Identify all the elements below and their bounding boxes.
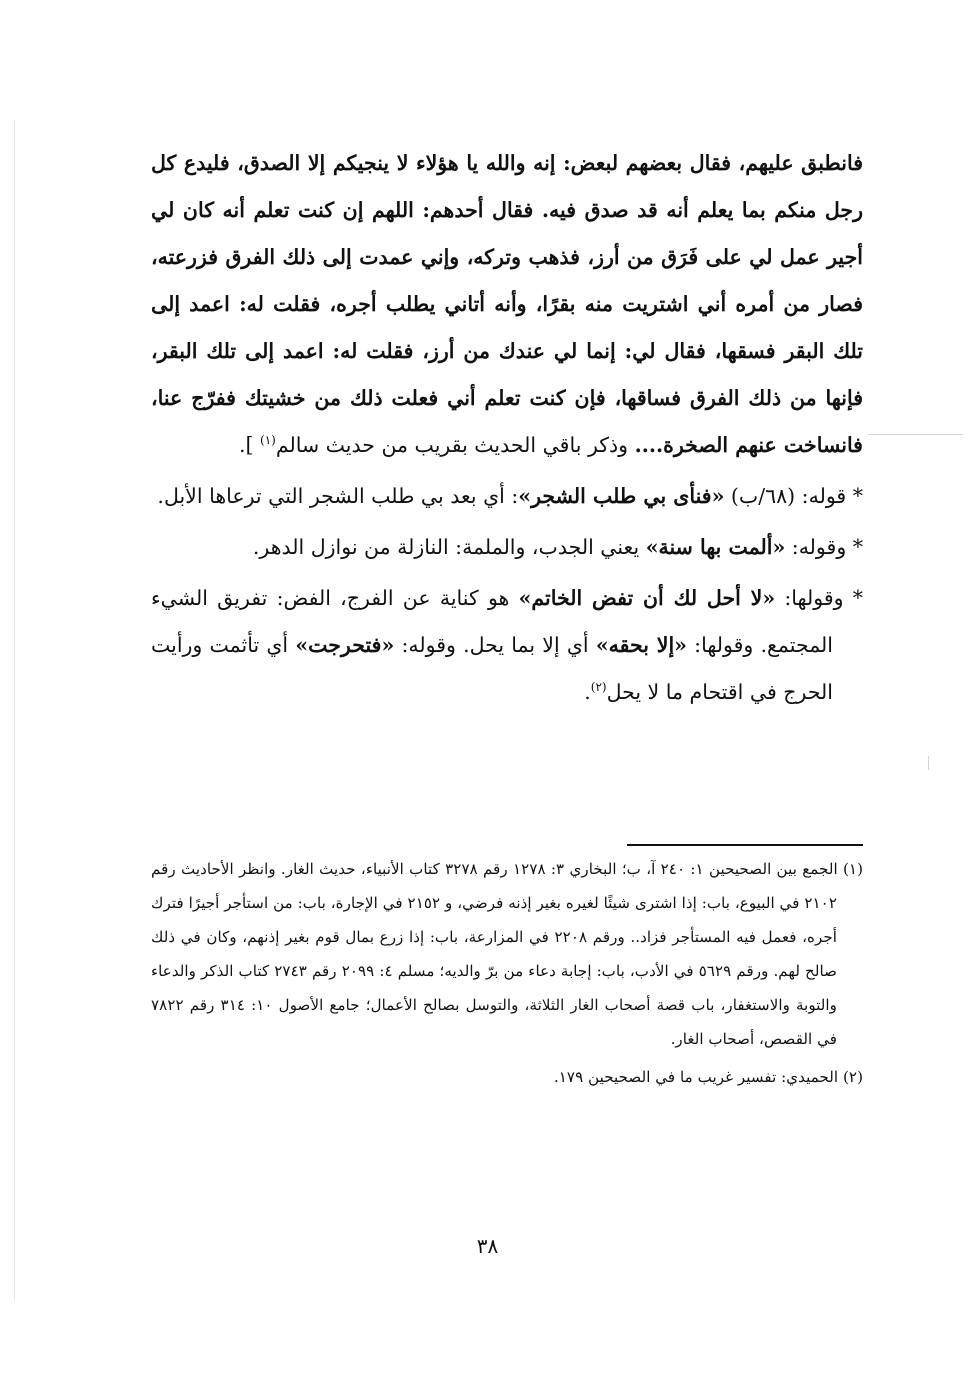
- gloss-text: أي إلا بما يحل. وقوله:: [394, 633, 596, 657]
- scan-edge-line: [14, 120, 15, 1300]
- footnotes: [151, 852, 863, 1094]
- gloss-quote: «لا أحل لك أن تفض الخاتم»: [518, 586, 776, 610]
- closing-bracket: ].: [238, 433, 261, 457]
- bullet-star: *: [843, 586, 863, 610]
- scan-stray-line: [868, 434, 963, 435]
- footnote-separator: [627, 844, 863, 846]
- gloss-quote: «إلا بحقه»: [595, 633, 687, 657]
- hadith-text: فانطبق عليهم، فقال بعضهم لبعض: إنه والله يا هؤلاء لا ينجيكم إلا الصدق، فليدع كل رجل منكم بما يعلم أنه قد صدق فيه. فقال أحدهم: اللهم إن كنت تعلم أنه كان لي أجير عمل لي على فَرَق من أرز، فذهب وتركه، وإني عمدت إلى ذلك الفرق فزرعته، فصار من أمره أني اشتريت منه بقرًا، وأنه أتاني يطلب أجره، فقلت له: اعمد إلى تلك البقر فسقها، فقال لي: إنما لي عندك من أرز، فقلت له: اعمد إلى تلك البقر، فإنها من ذلك الفرق فساقها، فإن كنت تعلم أني فعلت ذلك من خشيتك ففرّج عنا، فانساخت عنهم الصخرة....: [151, 151, 863, 457]
- main-text: [151, 140, 863, 716]
- commentary-text: وذكر باقي الحديث بقريب من حديث سالم: [275, 433, 635, 457]
- gloss-quote: «فتحرجت»: [295, 633, 395, 657]
- gloss-paragraph-3: [151, 575, 863, 716]
- page-number: ٣٨: [476, 1234, 499, 1258]
- gloss-text: : أي بعد بي طلب الشجر التي ترعاها الأبل.: [157, 484, 519, 508]
- scan-stray-tick: [928, 756, 929, 770]
- gloss-paragraph-1: [151, 473, 863, 520]
- bullet-star: *: [846, 484, 863, 508]
- gloss-quote: «ألمت بها سنة»: [645, 535, 786, 559]
- footnote-1: (١) الجمع بين الصحيحين ١: ٢٤٠ آ، ب؛ البخاري ٣: ١٢٧٨ رقم ٣٢٧٨ كتاب الأنبياء، حديث الغار. وانظر الأحاديث رقم ٢١٠٢ في البيوع، باب: إذا اشترى شيئًا لغيره بغير إذنه فرضي، و ٢١٥٢ في الإجارة، باب: من استأجر أجيرًا فترك أجره، فعمل فيه المستأجر فزاد.. ورقم ٢٢٠٨ في المزارعة، باب: إذا زرع بمال قوم بغير إذنهم، وكان في ذلك صالح لهم. ورقم ٥٦٢٩ في الأدب، باب: إجابة دعاء من برّ والديه؛ مسلم ٤: ٢٠٩٩ رقم ٢٧٤٣ كتاب الذكر والدعاء والتوبة والاستغفار، باب قصة أصحاب الغار الثلاثة، والتوسل بصالح الأعمال؛ جامع الأصول ١٠: ٣١٤ رقم ٧٨٢٢ في القصص، أصحاب الغار.: [151, 860, 864, 1048]
- footnote-2: (٢) الحميدي: تفسير غريب ما في الصحيحين ١٧٩.: [553, 1068, 863, 1086]
- gloss-text: هو كناية عن الفرج، الفض: تفريق الشيء المجتمع. وقولها:: [151, 586, 833, 657]
- gloss-label: وقولها:: [775, 586, 844, 610]
- gloss-label: قوله: (٦٨/ب): [724, 484, 847, 508]
- gloss-text: يعني الجدب، والملمة: النازلة من نوازل الدهر.: [252, 535, 646, 559]
- footnote-ref-1: (١): [260, 433, 276, 448]
- bullet-star: *: [846, 535, 863, 559]
- gloss-label: وقوله:: [785, 535, 847, 559]
- gloss-text: أي تأثمت ورأيت الحرج في اقتحام ما لا يحل: [151, 633, 833, 704]
- gloss-end: .: [584, 680, 591, 704]
- gloss-quote: «فنأى بي طلب الشجر»: [518, 484, 725, 508]
- gloss-paragraph-2: [151, 524, 863, 571]
- footnote-ref-2: (٢): [590, 680, 607, 695]
- hadith-paragraph: [151, 140, 863, 469]
